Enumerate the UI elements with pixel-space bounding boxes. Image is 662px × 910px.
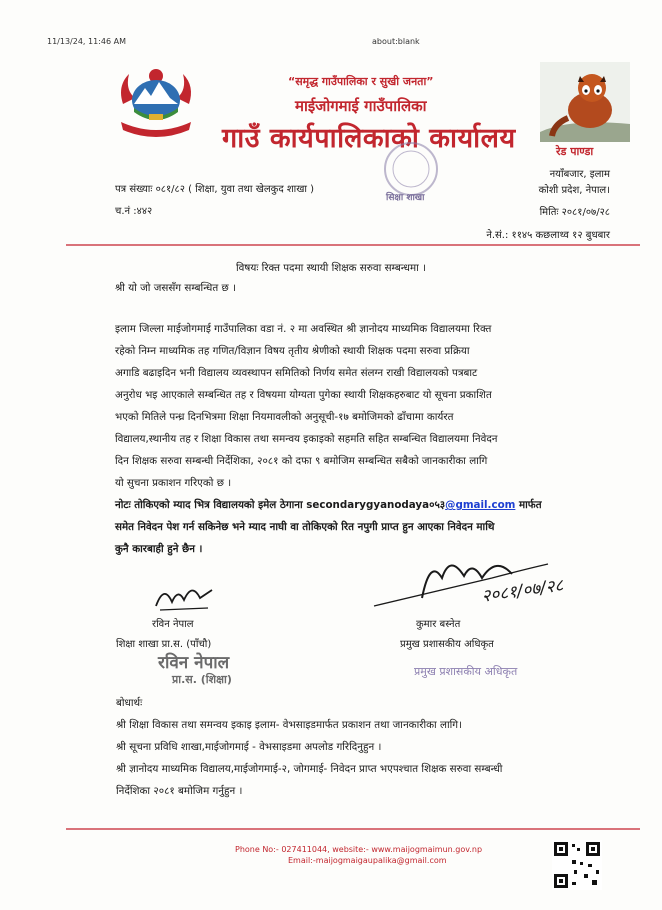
qr-code-icon — [552, 840, 602, 890]
body-line: भएको मितिले पन्ध्र दिनभित्रमा शिक्षा नियमावलीको अनुसूची-१७ बमोजिमको ढाँचामा कार्यरत — [115, 411, 454, 423]
body-line: यो सुचना प्रकाशन गरिएको छ । — [115, 477, 232, 489]
note-line-1 — [115, 494, 640, 516]
subject-line: विषयः रिक्त पदमा स्थायी शिक्षक सरुवा सम्बन्धमा । — [236, 262, 426, 274]
dispatch-number: च.नं :४४२ — [115, 206, 153, 217]
note-prefix: नोटः तोकिएको म्याद भित्र विद्यालयको इमेल ठेगाना secondarygyanodaya०५३ — [115, 499, 446, 511]
mascot-caption: रेड पाण्डा — [556, 145, 594, 158]
body-paragraph — [115, 318, 635, 494]
office-title: गाउँ कार्यपालिकाको कार्यालय — [222, 123, 516, 154]
address-line-2: कोशी प्रदेश, नेपाल। — [538, 185, 610, 196]
municipality-name: माईजोगमाई गाउँपालिका — [295, 97, 427, 115]
left-signatory-name: रविन नेपाल — [152, 619, 194, 630]
note-line-2: समेत निवेदन पेश गर्न सकिनेछ भने म्याद नाघी वा तोकिएको रित नपुगी प्राप्त हुन आएका निवेदन माथि — [115, 521, 495, 533]
note-suffix: मार्फत — [518, 499, 542, 511]
left-stamp-name: रविन नेपाल — [158, 653, 230, 673]
right-signatory-title: प्रमुख प्रशासकीय अधिकृत — [400, 639, 494, 650]
right-signatory-name: कुमार बस्नेत — [416, 619, 461, 630]
footer-email: Email:-maijogmaigaupalika@gmail.com — [288, 856, 447, 865]
left-signatory-title: शिक्षा शाखा प्रा.स. (पाँचौ) — [116, 639, 212, 650]
note-line-3: कुनै कारबाही हुने छैन । — [115, 543, 203, 555]
bodharth-item: श्री सूचना प्रविधि शाखा,माईजोगमाई - वेभसाइडमा अपलोड गरिदिनुहुन । — [116, 741, 382, 753]
nepal-emblem-icon — [115, 64, 197, 138]
body-line: रहेको निम्न माध्यमिक तह गणित/विज्ञान विषय तृतीय श्रेणीको स्थायी शिक्षक पदमा सरुवा प्रक्रिया — [115, 345, 470, 357]
address-line-1: नयाँबजार, इलाम — [549, 169, 610, 180]
letter-number: पत्र संख्याः ०८१/८२ ( शिक्षा, युवा तथा खेलकुद शाखा ) — [115, 184, 315, 195]
bodharth-item: निर्देशिका २०८१ बमोजिम गर्नुहुन । — [116, 785, 243, 797]
bodharth-item: श्री ज्ञानोदय माध्यमिक विद्यालय,माईजोगमाई-२, जोगमाई- निवेदन प्राप्त भएपश्चात शिक्षक सरुवा सम्बन्धी — [116, 763, 503, 775]
print-timestamp: 11/13/24, 11:46 AM — [47, 37, 126, 46]
nepal-sambat-date: ने.सं.: ११४५ कछलाथ्व १२ बुधबार — [486, 230, 610, 241]
body-line: अगाडि बढाइदिन भनी विद्यालय व्यवस्थापन समितिको निर्णय समेत संलग्न राखी विद्यालयको पत्रबाट — [115, 367, 478, 379]
bodharth-heading: बोधार्थः — [116, 697, 143, 709]
left-signature-icon — [150, 578, 220, 614]
bodharth-item: श्री शिक्षा विकास तथा समन्वय इकाइ इलाम- वेभसाइडमार्फत प्रकाशन तथा जानकारीका लागि। — [116, 719, 462, 731]
office-seal-text: सिक्षा शाखा — [386, 193, 425, 203]
header-divider — [66, 244, 640, 246]
school-email-link[interactable]: @gmail.com — [445, 499, 516, 511]
slogan: “समृद्ध गाउँपालिका र सुखी जनता” — [288, 75, 434, 88]
body-line: इलाम जिल्ला माईजोगमाई गाउँपालिका वडा नं. २ मा अवस्थित श्री ज्ञानोदय माध्यमिक विद्यालयमा रिक्त — [115, 323, 492, 335]
addressee-line: श्री यो जो जससँग सम्बन्धित छ । — [115, 282, 236, 294]
right-stamp: प्रमुख प्रशासकीय अधिकृत — [414, 665, 518, 678]
footer-divider — [66, 828, 640, 830]
letter-date: मितिः २०८१/०७/२८ — [539, 207, 610, 218]
footer-contact: Phone No:- 027411044, website:- www.maijogmaimun.gov.np — [235, 845, 483, 854]
left-stamp-title: प्रा.स. (शिक्षा) — [172, 673, 232, 686]
body-line: अनुरोध भइ आएकाले सम्बन्धित तह र विषयमा योग्यता पुगेका स्थायी शिक्षकहरुबाट यो सूचना प्रकाशित — [115, 389, 492, 401]
print-url: about:blank — [372, 37, 420, 46]
body-line: दिन शिक्षक सरुवा सम्बन्धी निर्देशिका, २०८१ को दफा ९ बमोजिम सम्बन्धित सबैको जानकारीका लागि — [115, 455, 488, 467]
bodharth-list — [116, 714, 646, 802]
body-line: विद्यालय,स्थानीय तह र शिक्षा विकास तथा समन्वय इकाइको सहमति सहित सम्बन्धित विद्यालयमा निवेदन — [115, 433, 498, 445]
handwritten-date: २०८१/०७/२८ — [480, 575, 565, 607]
red-panda-icon — [540, 62, 630, 142]
